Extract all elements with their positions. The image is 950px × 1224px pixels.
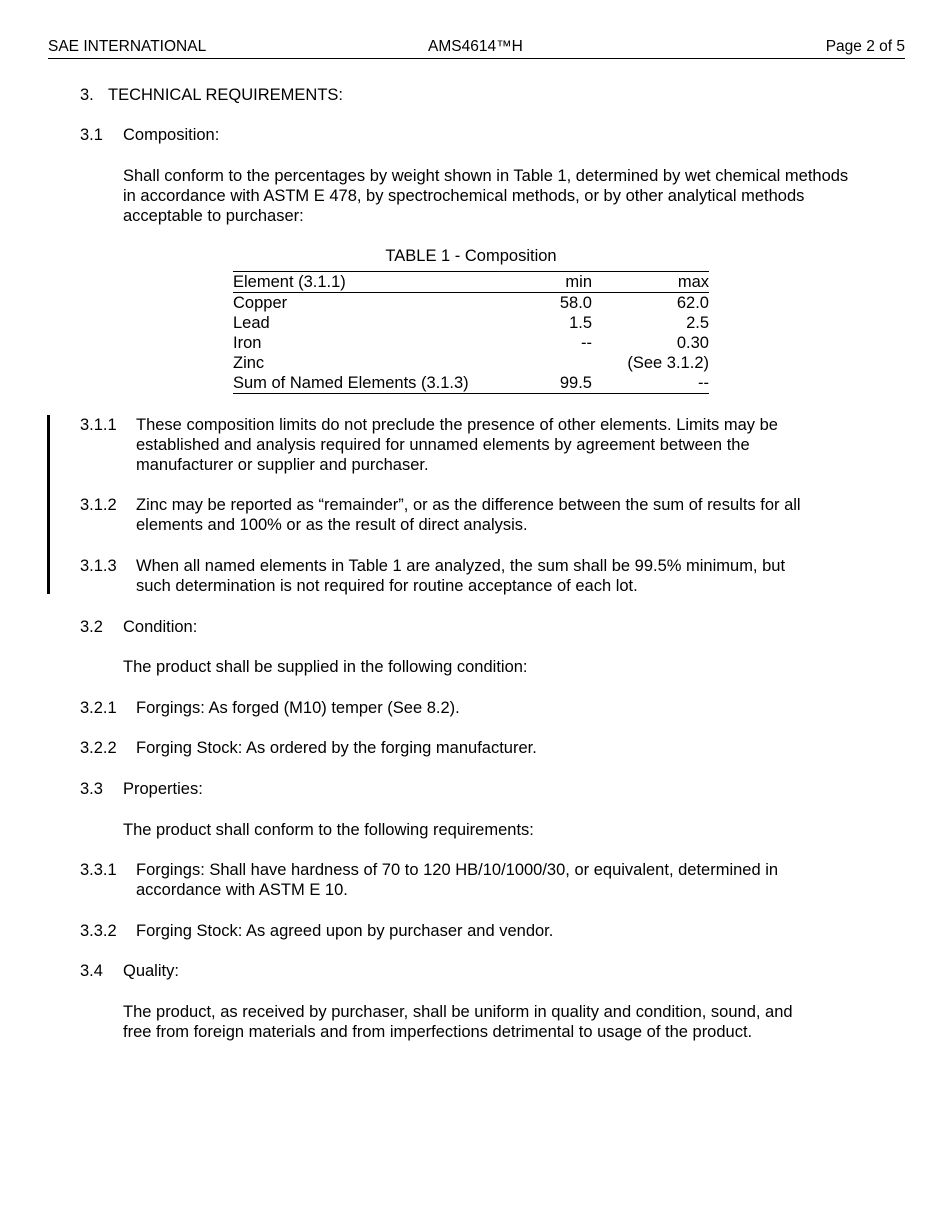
section-3-2-title: Condition: — [123, 618, 198, 636]
header-doc-id: AMS4614™H — [428, 38, 523, 55]
section-3-3-1-number: 3.3.1 — [80, 861, 117, 879]
cell-element: Iron — [233, 334, 262, 352]
composition-table — [233, 271, 709, 394]
section-3-2-2-number: 3.2.2 — [80, 739, 117, 757]
page-header — [48, 38, 905, 59]
cell-min — [473, 353, 592, 373]
table-row — [233, 333, 709, 353]
table-row — [233, 373, 709, 394]
section-3-1-number: 3.1 — [80, 126, 103, 144]
section-3-number: 3. — [80, 86, 94, 104]
cell-max: (See 3.1.2) — [627, 354, 709, 372]
section-3-3-2-number: 3.3.2 — [80, 922, 117, 940]
cell-max: 2.5 — [686, 314, 709, 332]
section-3-3-number: 3.3 — [80, 780, 103, 798]
section-3-1-1-line: established and analysis required for unnamed elements by agreement between the — [136, 436, 750, 454]
section-3-1-2-number: 3.1.2 — [80, 496, 117, 514]
section-3-3-2-text: Forging Stock: As agreed upon by purchaser and vendor. — [136, 922, 554, 940]
section-3-4-number: 3.4 — [80, 962, 103, 980]
section-3-1-1-line: manufacturer or supplier and purchaser. — [136, 456, 429, 474]
section-3-2-number: 3.2 — [80, 618, 103, 636]
section-3-3-title: Properties: — [123, 780, 203, 798]
revision-change-bar — [47, 415, 50, 594]
section-3-1-2-line: elements and 100% or as the result of direct analysis. — [136, 516, 528, 534]
column-header-max: max — [592, 272, 709, 293]
section-3-3-1-line: Forgings: Shall have hardness of 70 to 120 HB/10/1000/30, or equivalent, determined in — [136, 861, 779, 879]
section-3-2-2-text: Forging Stock: As ordered by the forging manufacturer. — [136, 739, 537, 757]
table-header-row — [233, 272, 709, 293]
table-row — [233, 313, 709, 333]
section-3-2-body: The product shall be supplied in the following condition: — [123, 658, 528, 676]
column-header-element: Element (3.1.1) — [233, 272, 473, 293]
cell-max: -- — [592, 373, 709, 394]
cell-element: Sum of Named Elements (3.1.3) — [233, 373, 473, 394]
section-3-4-line: The product, as received by purchaser, shall be uniform in quality and condition, sound, and — [123, 1003, 793, 1021]
cell-element: Zinc — [233, 354, 265, 372]
header-org: SAE INTERNATIONAL — [48, 38, 207, 55]
table-row — [233, 293, 709, 314]
section-3-1-3-number: 3.1.3 — [80, 557, 117, 575]
section-3-3-1-line: accordance with ASTM E 10. — [136, 881, 348, 899]
section-3-1-title: Composition: — [123, 126, 220, 144]
cell-element: Lead — [233, 314, 270, 332]
section-3-title: TECHNICAL REQUIREMENTS: — [108, 86, 343, 104]
column-header-min: min — [473, 272, 592, 293]
table-1-title: TABLE 1 - Composition — [385, 247, 557, 265]
section-3-2-1-number: 3.2.1 — [80, 699, 117, 717]
cell-max: 62.0 — [676, 294, 709, 312]
cell-min: -- — [581, 334, 592, 352]
section-3-4-line: free from foreign materials and from imperfections detrimental to usage of the product. — [123, 1023, 753, 1041]
section-3-1-3-line: When all named elements in Table 1 are analyzed, the sum shall be 99.5% minimum, but — [136, 557, 786, 575]
cell-element: Copper — [233, 294, 288, 312]
cell-max: 0.30 — [676, 334, 709, 352]
section-3-1-3-line: such determination is not required for routine acceptance of each lot. — [136, 577, 638, 595]
section-3-1-body: Shall conform to the percentages by weight shown in Table 1, determined by wet chemical methods in accordance with ASTM E 478, by spectrochemical methods, or by other analytical methods acceptable to purchaser: — [123, 167, 849, 225]
section-3-1-2-line: Zinc may be reported as “remainder”, or as the difference between the sum of results for all — [136, 496, 801, 514]
section-3-1-1-line: These composition limits do not preclude the presence of other elements. Limits may be — [136, 416, 778, 434]
header-page-number: Page 2 of 5 — [825, 38, 905, 55]
cell-min: 1.5 — [569, 314, 592, 332]
table-row — [233, 353, 709, 373]
cell-min: 99.5 — [473, 373, 592, 394]
section-3-2-1-text: Forgings: As forged (M10) temper (See 8.2). — [136, 699, 460, 717]
section-3-1-1-number: 3.1.1 — [80, 416, 117, 434]
cell-min: 58.0 — [559, 294, 592, 312]
section-3-4-title: Quality: — [123, 962, 179, 980]
section-3-3-body: The product shall conform to the following requirements: — [123, 821, 534, 839]
